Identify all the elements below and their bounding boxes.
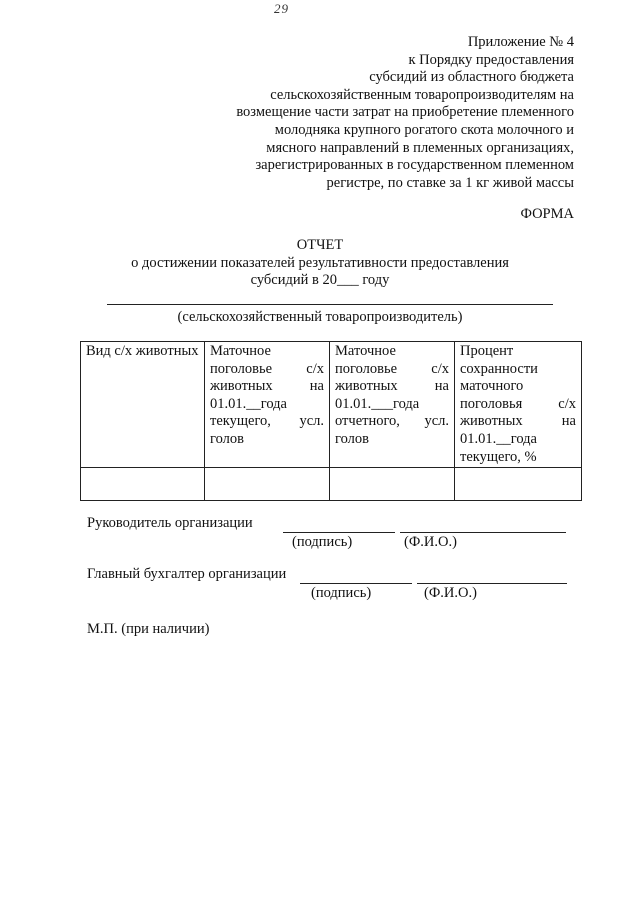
- column-header-livestock-reporting: Маточное поголовье с/х животных на 01.01.___года отчетного, усл. голов: [330, 342, 455, 468]
- table-cell[interactable]: [455, 468, 582, 501]
- appendix-line: к Порядку предоставления: [408, 51, 574, 68]
- producer-blank-line: [107, 304, 553, 305]
- report-title: ОТЧЕТ: [296, 237, 344, 253]
- seal-note: М.П. (при наличии): [87, 621, 210, 637]
- appendix-line: сельскохозяйственным товаропроизводителям на: [270, 86, 574, 103]
- column-header-preservation-percent: Процент сохранности маточного поголовья с/х животных на 01.01.__года текущего, %: [455, 342, 582, 468]
- producer-caption: (сельскохозяйственный товаропроизводитель): [177, 309, 463, 325]
- page-number: 29: [274, 1, 289, 16]
- head-signature-label: Руководитель организации: [87, 515, 253, 531]
- column-header-livestock-current: Маточное поголовье с/х животных на 01.01.__года текущего, усл. голов: [205, 342, 330, 468]
- appendix-line: субсидий из областного бюджета: [369, 69, 574, 86]
- report-title-block: [0, 237, 640, 290]
- head-name-caption: (Ф.И.О.): [404, 534, 457, 550]
- table-cell[interactable]: [330, 468, 455, 501]
- accountant-name-line: [417, 583, 567, 584]
- accountant-signature-caption: (подпись): [311, 585, 372, 601]
- accountant-signature-line: [300, 583, 412, 584]
- accountant-name-caption: (Ф.И.О.): [424, 585, 477, 601]
- form-label: ФОРМА: [520, 206, 574, 222]
- report-table: [80, 341, 582, 501]
- appendix-line: Приложение № 4: [467, 34, 574, 50]
- accountant-signature-label: Главный бухгалтер организации: [87, 566, 287, 582]
- table-cell[interactable]: [81, 468, 205, 501]
- report-subtitle: субсидий в 20___ году: [250, 272, 390, 288]
- table-row: [81, 468, 582, 501]
- report-subtitle: о достижении показателей результативности предоставления: [131, 254, 509, 271]
- head-signature-caption: (подпись): [292, 534, 353, 550]
- appendix-line: молодняка крупного рогатого скота молочного и: [274, 121, 574, 138]
- appendix-line: регистре, по ставке за 1 кг живой массы: [326, 174, 574, 191]
- table-cell[interactable]: [205, 468, 330, 501]
- head-name-line: [400, 532, 566, 533]
- appendix-line: возмещение части затрат на приобретение племенного: [236, 104, 574, 121]
- table-header-row: [81, 342, 582, 468]
- appendix-line: мясного направлений в племенных организациях,: [266, 139, 574, 156]
- column-header-animal-type: Вид с/х животных: [81, 342, 205, 468]
- head-signature-line: [283, 532, 395, 533]
- appendix-header: [154, 34, 574, 192]
- appendix-line: зарегистрированных в государственном племенном: [255, 157, 574, 174]
